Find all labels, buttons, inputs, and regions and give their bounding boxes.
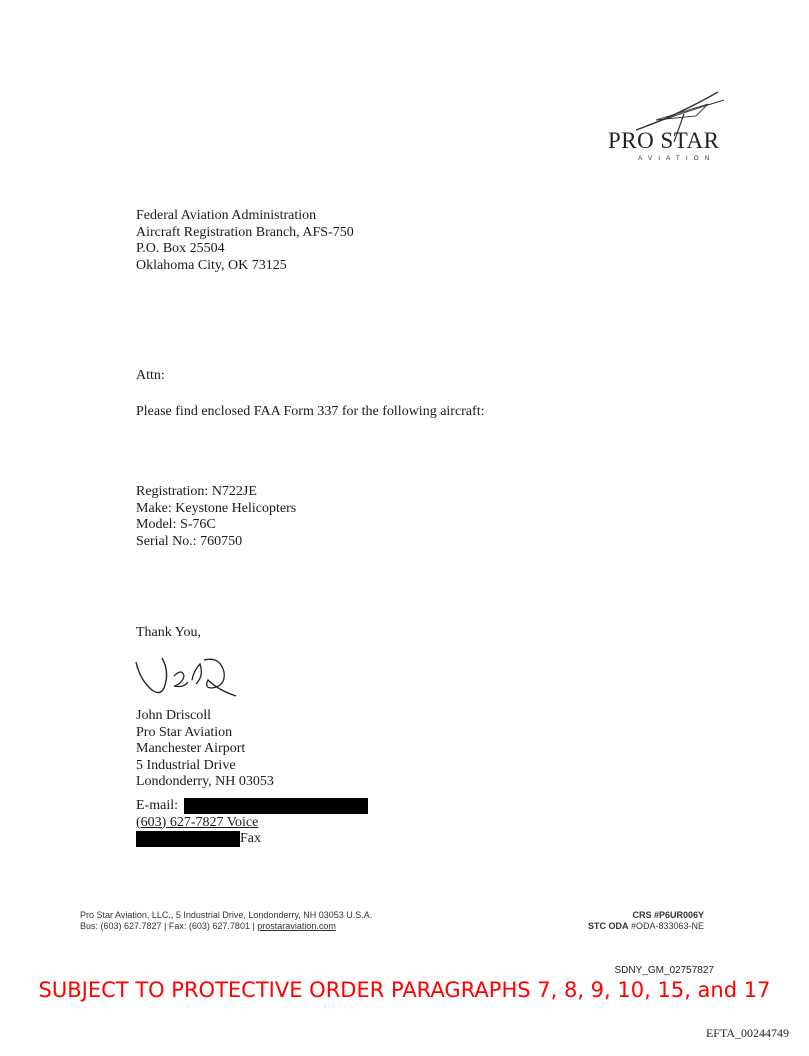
recipient-line: Aircraft Registration Branch, AFS-750: [136, 224, 354, 240]
protective-order-banner: SUBJECT TO PROTECTIVE ORDER PARAGRAPHS 7, 8, 9, 10, 15, and 17: [38, 978, 771, 1002]
footer-address: Pro Star Aviation, LLC., 5 Industrial Drive, Londonderry, NH 03053 U.S.A.: [80, 910, 373, 920]
closing-salutation: Thank You,: [136, 625, 201, 640]
voice-line: (603) 627-7827 Voice: [136, 814, 259, 830]
aircraft-registration: Registration: N722JE: [136, 484, 257, 499]
aircraft-serial: Serial No.: 760750: [136, 533, 243, 549]
footer-oda-line: [588, 921, 704, 932]
recipient-line: Federal Aviation Administration: [136, 208, 317, 223]
footer-company-info: [80, 910, 372, 932]
footer-crs: CRS #P6UR006Y: [632, 910, 704, 920]
bates-number: SDNY_GM_02757827: [614, 965, 714, 976]
footer-phones: Bus: (603) 627.7827 | Fax: (603) 627.7801 |: [80, 921, 258, 931]
footer-oda-number: #ODA-833063-NE: [628, 921, 704, 931]
sender-line: 5 Industrial Drive: [136, 757, 236, 773]
contact-block: [136, 798, 368, 848]
email-redaction: [184, 798, 368, 814]
intro-paragraph: Please find enclosed FAA Form 337 for the following aircraft:: [136, 404, 485, 419]
recipient-line: Oklahoma City, OK 73125: [136, 257, 287, 273]
aircraft-model: Model: S-76C: [136, 517, 216, 532]
fax-label: Fax: [240, 831, 261, 846]
footer-website-link[interactable]: prostaraviation.com: [257, 921, 336, 931]
sender-line: Londonderry, NH 03053: [136, 774, 274, 789]
fax-line: [136, 831, 368, 848]
aircraft-make: Make: Keystone Helicopters: [136, 500, 297, 516]
footer-certifications: [588, 910, 704, 932]
company-logo: [596, 86, 736, 166]
email-line: [136, 798, 368, 815]
handwritten-signature: [132, 650, 242, 710]
logo-wordmark: PRO STAR: [608, 128, 720, 153]
sender-line: John Driscoll: [136, 708, 212, 723]
aircraft-details: [136, 484, 296, 550]
logo-tagline: AVIATION: [638, 155, 716, 162]
footer-oda-label: STC ODA: [587, 921, 629, 931]
sender-line: Manchester Airport: [136, 741, 246, 756]
efta-document-id: EFTA_00244749: [705, 1026, 789, 1040]
sender-block: [136, 708, 274, 791]
recipient-address: [136, 208, 354, 274]
attention-line: Attn:: [136, 368, 165, 383]
recipient-line: P.O. Box 25504: [136, 241, 225, 256]
sender-line: Pro Star Aviation: [136, 724, 233, 740]
email-label: E-mail:: [136, 798, 178, 813]
footer-phones-line: [80, 921, 372, 932]
fax-redaction: [136, 831, 240, 847]
